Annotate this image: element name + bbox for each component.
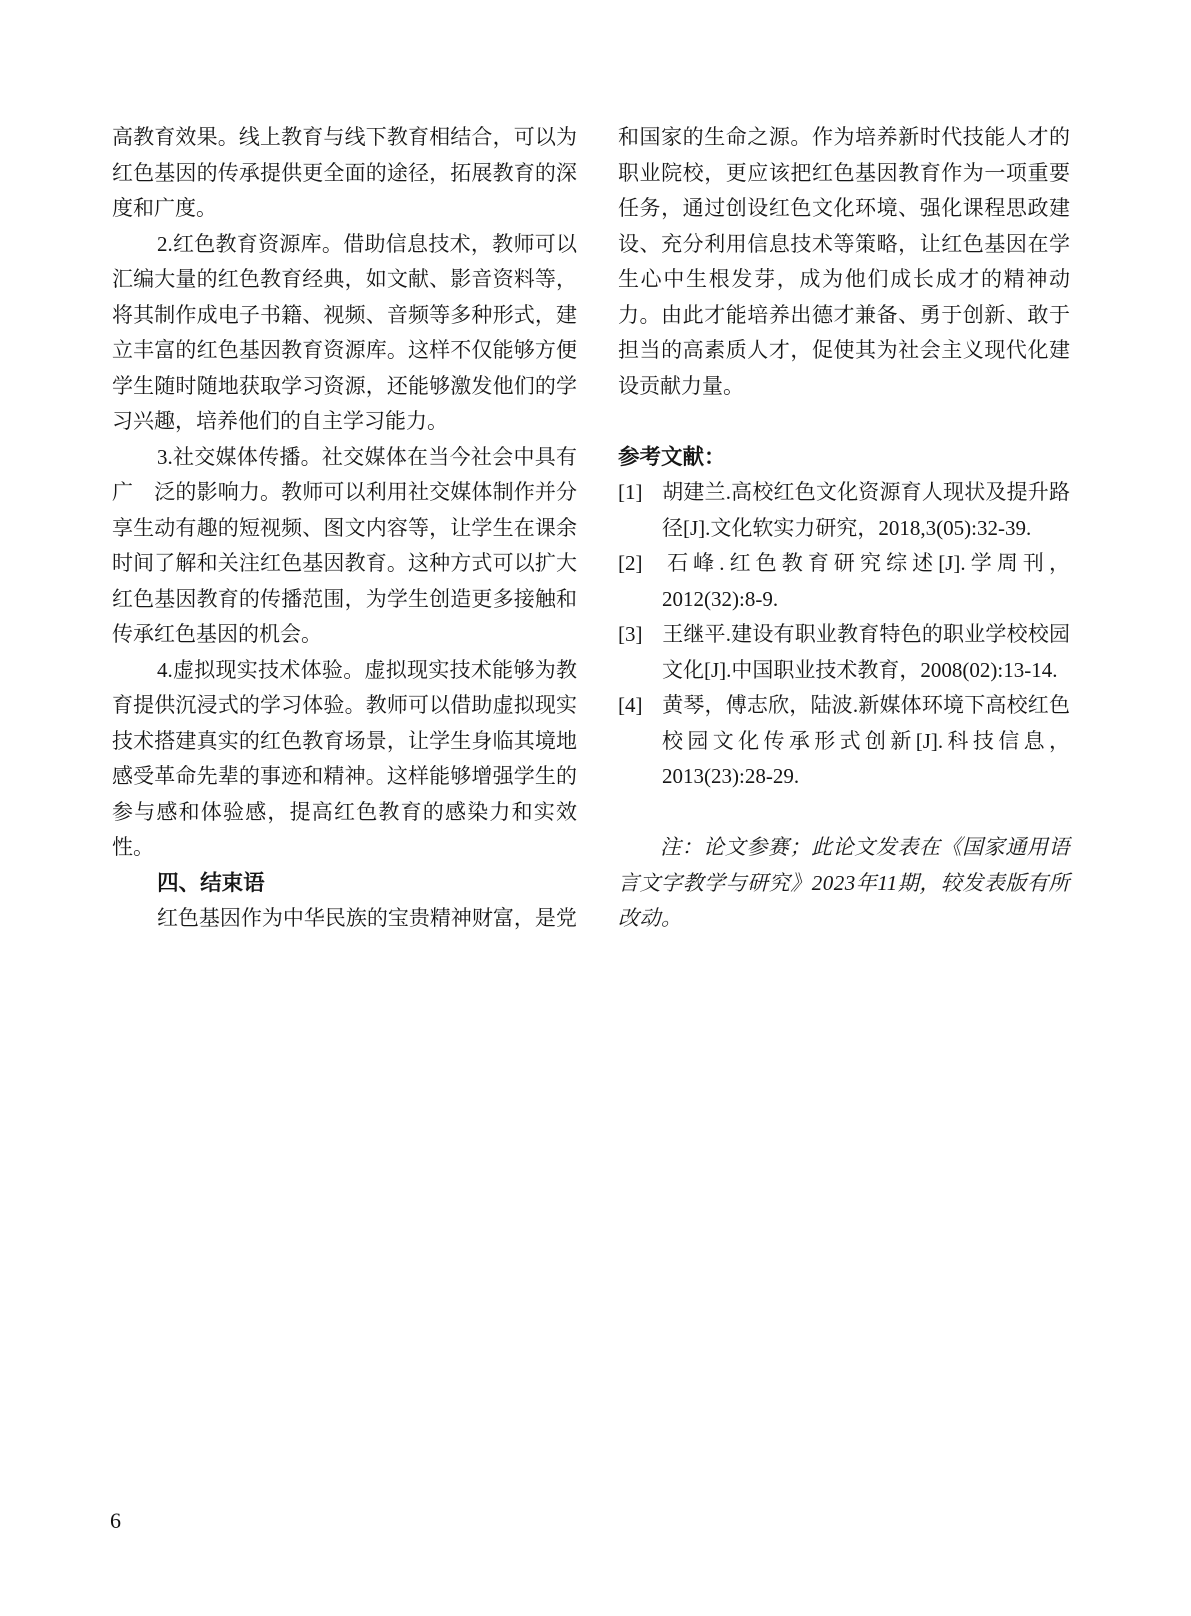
reference-label: [1] bbox=[618, 480, 643, 504]
section-heading-conclusion: 四、结束语 bbox=[157, 870, 265, 895]
paragraph-social-media: 3.社交媒体传播。社交媒体在当今社会中具有广 泛的影响力。教师可以利用社交媒体制作并分享生动有趣的短视频、图文内容等，让学生在课余时间了解和关注红色基因教育。这种方式可以扩大红色基因教育的传播范围，为学生创造更多接触和传承红色基因的机会。 bbox=[112, 444, 577, 646]
reference-item bbox=[618, 546, 1070, 617]
paragraph-conclusion-continuation: 和国家的生命之源。作为培养新时代技能人才的职业院校，更应该把红色基因教育作为一项重要任务，通过创设红色文化环境、强化课程思政建设、充分利用信息技术等策略，让红色基因在学生心中生根发芽，成为他们成长成才的精神动力。由此才能培养出德才兼备、勇于创新、敢于担当的高素质人才，促使其为社会主义现代化建设贡献力量。 bbox=[618, 125, 1070, 398]
reference-label: [4] bbox=[618, 693, 643, 717]
blank-line bbox=[618, 795, 1070, 831]
reference-text: 王继平.建设有职业教育特色的职业学校校园文化[J].中国职业技术教育，2008(02):13-14. bbox=[662, 622, 1070, 682]
reference-text: 黄琴，傅志欣，陆波.新媒体环境下高校红色校园文化传承形式创新[J].科技信息，2013(23):28-29. bbox=[662, 693, 1070, 788]
paragraph-virtual-reality: 4.虚拟现实技术体验。虚拟现实技术能够为教育提供沉浸式的学习体验。教师可以借助虚拟现实技术搭建真实的红色教育场景，让学生身临其境地感受革命先辈的事迹和精神。这样能够增强学生的参与感和体验感，提高红色教育的感染力和实效性。 bbox=[112, 657, 577, 859]
reference-label: [2] bbox=[618, 551, 643, 575]
reference-item bbox=[618, 688, 1070, 795]
blank-line bbox=[618, 404, 1070, 440]
reference-label: [3] bbox=[618, 622, 643, 646]
publication-note: 注：论文参赛；此论文发表在《国家通用语言文字教学与研究》2023年11期，较发表版有所改动。 bbox=[618, 835, 1070, 930]
reference-item bbox=[618, 617, 1070, 688]
page-number: 6 bbox=[110, 1508, 121, 1533]
paragraph-red-education-resource-library: 2.红色教育资源库。借助信息技术，教师可以汇编大量的红色教育经典，如文献、影音资料等，将其制作成电子书籍、视频、音频等多种形式，建立丰富的红色基因教育资源库。这样不仅能够方便学生随时随地获取学习资源，还能够激发他们的学习兴趣，培养他们的自主学习能力。 bbox=[112, 231, 577, 433]
reference-text: 胡建兰.高校红色文化资源育人现状及提升路径[J].文化软实力研究，2018,3(05):32-39. bbox=[662, 480, 1070, 540]
reference-text: 石峰.红色教育研究综述[J].学周刊，2012(32):8-9. bbox=[662, 551, 1070, 611]
two-column-layout bbox=[112, 120, 1070, 937]
reference-item bbox=[618, 475, 1070, 546]
left-column bbox=[112, 120, 577, 937]
references-heading: 参考文献： bbox=[618, 444, 726, 469]
right-column bbox=[618, 120, 1070, 937]
paragraph-conclusion-start: 红色基因作为中华民族的宝贵精神财富，是党 bbox=[156, 906, 577, 930]
paragraph-continuation: 高教育效果。线上教育与线下教育相结合，可以为红色基因的传承提供更全面的途径，拓展教育的深度和广度。 bbox=[112, 125, 577, 220]
